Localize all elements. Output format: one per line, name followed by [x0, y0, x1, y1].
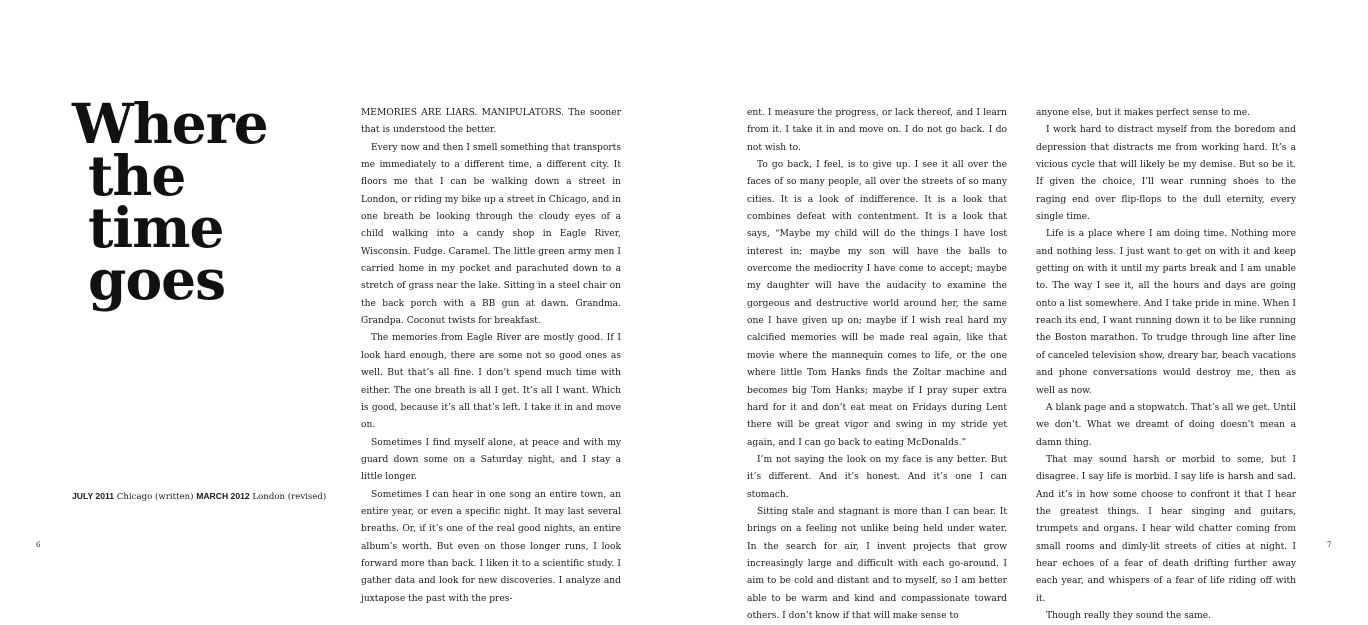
paragraph: I’m not saying the look on my face is any better. But it’s different. And it’s honest. And it’s one I can stomach. [747, 454, 1007, 500]
title-line: goes [88, 247, 226, 312]
text-column-3 [1036, 105, 1296, 625]
dateline-place-revised: London (revised) [252, 492, 327, 502]
dateline [72, 491, 326, 502]
paragraph: Though really they sound the same. [1046, 610, 1212, 621]
page-number-left: 6 [36, 541, 41, 549]
dateline-month-revised: MARCH 2012 [196, 491, 250, 501]
paragraph: Sometimes I find myself alone, at peace and with my guard down some on a Saturday night, and I stay a little longer. [361, 437, 621, 483]
dateline-month-written: JULY 2011 [72, 491, 115, 501]
paragraph: Life is a place where I am doing time. Nothing more and nothing less. I just want to get on with it and keep getting on with it until my parts break and I am unable to. The way I see it, all the hours and days are going onto a list somewhere. And I take pride in mine. When I reach its end, I want running down it to be like running the Boston marathon. To trudge through line after line of canceled television show, dreary bar, beach vacations and phone conversations would destroy me, then as well as now. [1036, 229, 1296, 396]
paragraph: MEMORIES ARE LIARS. MANIPULATORS. The sooner that is understood the better. [361, 108, 621, 136]
paragraph: I work hard to distract myself from the boredom and depression that distracts me from working hard. It’s a vicious cycle that will likely be my demise. But so be it. If given the choice, I’ll wear running shoes to the raging end over flip-flops to the dull eternity, every single time. [1036, 125, 1296, 223]
paragraph: The memories from Eagle River are mostly good. If I look hard enough, there are some not so good ones as well. But that’s all fine. I don’t spend much time with either. The one breath is all I get. It’s all I want. Which is good, because it’s all that’s left. I take it in and move on. [361, 333, 621, 431]
title-line: the [88, 143, 186, 208]
paragraph: Sometimes I can hear in one song an entire town, an entire year, or even a specific night. It may last several breaths. Or, if it’s one of the real good nights, an entire album’s worth. But even on those longer runs, I look forward more than back. I liken it to a scientific study. I gather data and look for new discoveries. I analyze and juxtapose the past with the pres- [361, 489, 621, 604]
title-line: time [88, 195, 224, 260]
dateline-place-written: Chicago (written) [116, 492, 194, 502]
paragraph: To go back, I feel, is to give up. I see it all over the faces of so many people, all over the streets of so many cities. It is a look of indifference. It is a look that combines defeat with contentment. It is a look that says, “Maybe my child will do the things I have lost interest in; maybe my son will have the balls to overcome the mediocrity I have come to accept; maybe my daughter will have the audacity to examine the gorgeous and destructive world around her, the same one I have given up on; maybe if I wish real hard my calcified memories will be made real again, like that movie where the mannequin comes to life, or the one where little Tom Hanks finds the Zoltar machine and becomes big Tom Hanks; maybe if I pray super extra hard for it and don’t eat meat on Fridays during Lent there will be great vigor and swing in my stride yet again, and I can go back to eating McDonalds.” [747, 160, 1007, 448]
paragraph: A blank page and a stopwatch. That’s all we get. Until we don’t. What we dreamt of doing doesn’t mean a damn thing. [1036, 402, 1296, 448]
text-column-2 [747, 105, 1007, 625]
title-line: Where [72, 91, 268, 156]
paragraph: That may sound harsh or morbid to some, but I disagree. I say life is morbid. I say life is harsh and sad. And it’s in how some choose to confront it that I hear the greatest things. I hear singing and guitars, trumpets and organs. I hear wild chatter coming from small rooms and dimly-lit streets of cities at night. I hear echoes of a fear of death drifting further away each year, and whispers of a fear of life riding off with it. [1036, 454, 1296, 604]
paragraph: Sitting stale and stagnant is more than I can bear. It brings on a feeling not unlike being held under water. In the search for air, I invent projects that grow increasingly large and difficult with each go-around. I aim to be cold and distant and to myself, so I am better able to be warm and kind and compassionate toward others. I don’t know if that will make sense to [747, 506, 1007, 621]
paragraph: anyone else, but it makes perfect sense to me. [1036, 108, 1251, 118]
text-column-1 [361, 105, 621, 608]
paragraph: ent. I measure the progress, or lack thereof, and I learn from it. I take it in and move on. I do not go back. I do not wish to. [747, 108, 1007, 153]
page-number-right: 7 [1327, 541, 1332, 549]
paragraph: Every now and then I smell something that transports me immediately to a different time, a different city. It floors me that I can be walking down a street in London, or riding my bike up a street in Chicago, and in one breath be looking through the cloudy eyes of a child walking into a candy shop in Eagle River, Wisconsin. Fudge. Caramel. The little green army men I carried home in my pocket and parachuted down to a stretch of grass near the lake. Sitting in a steel chair on the back porch with a BB gun at dawn. Grandma. Grandpa. Coconut twists for breakfast. [361, 142, 621, 327]
chapter-title [72, 91, 268, 312]
